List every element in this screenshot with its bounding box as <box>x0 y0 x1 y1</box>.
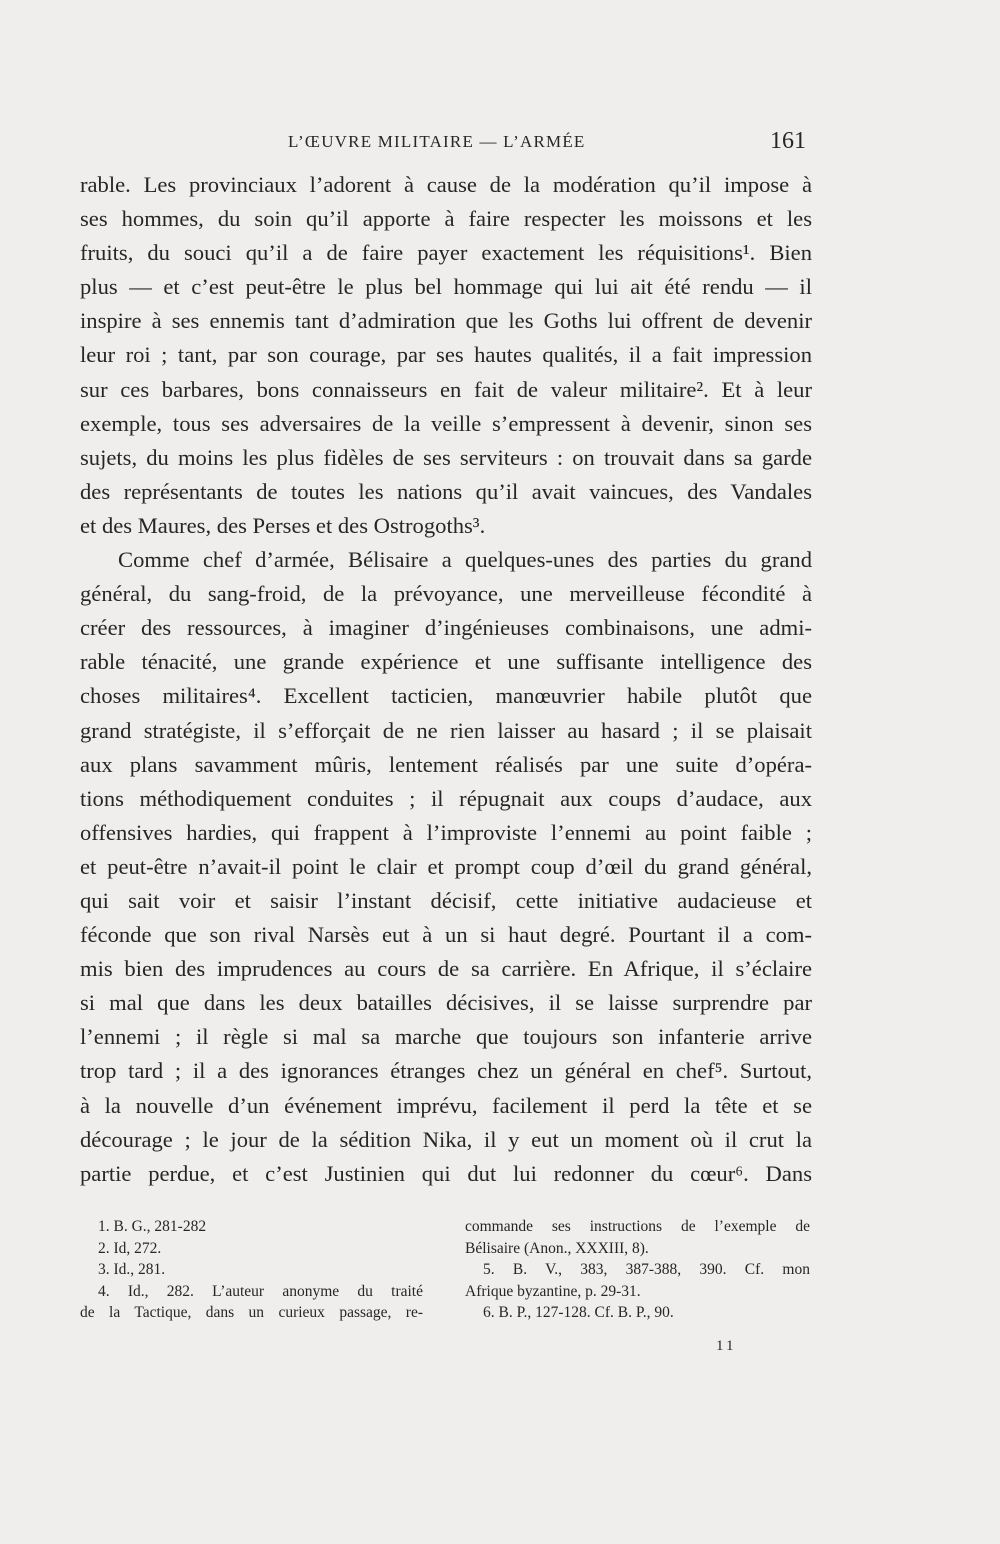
text-line: à la nouvelle d’un événement imprévu, facilement il perd la tête et se <box>80 1092 812 1118</box>
footnote-line: 1. B. G., 281-282 <box>98 1218 207 1235</box>
text-line: qui sait voir et saisir l’instant décisif, cette initiative audacieuse et <box>80 887 812 913</box>
text-line: sujets, du moins les plus fidèles de ses serviteurs : on trouvait dans sa garde <box>80 444 812 470</box>
footnote-line: de la Tactique, dans un curieux passage, re- <box>80 1304 423 1321</box>
text-line: créer des ressources, à imaginer d’ingénieuses combinaisons, une admi- <box>80 615 812 641</box>
text-line: fruits, du souci qu’il a de faire payer exactement les réquisitions¹. Bien <box>80 240 812 266</box>
signature-mark: 11 <box>716 1338 737 1354</box>
text-line: si mal que dans les deux batailles décisives, il se laisse surprendre par <box>80 990 812 1016</box>
footnote-line: 5. B. V., 383, 387-388, 390. Cf. mon <box>483 1261 810 1278</box>
text-line: Comme chef d’armée, Bélisaire a quelques-unes des parties du grand <box>118 547 812 573</box>
text-line: trop tard ; il a des ignorances étranges chez un général en chef⁵. Surtout, <box>80 1058 812 1084</box>
text-line: ses hommes, du soin qu’il apporte à faire respecter les moissons et les <box>80 206 812 232</box>
text-line: l’ennemi ; il règle si mal sa marche que toujours son infanterie arrive <box>80 1024 812 1050</box>
footnote-line: Afrique byzantine, p. 29-31. <box>465 1282 641 1300</box>
text-line: mis bien des imprudences au cours de sa carrière. En Afrique, il s’éclaire <box>80 956 812 982</box>
footnote-line: 4. Id., 282. L’auteur anonyme du traité <box>98 1282 423 1300</box>
footnote-line: commande ses instructions de l’exemple de <box>465 1218 810 1235</box>
text-line: décourage ; le jour de la sédition Nika, il y eut un moment où il crut la <box>80 1126 812 1152</box>
footnote-line: 3. Id., 281. <box>98 1261 166 1278</box>
footnotes-left-column <box>80 1216 423 1324</box>
text-line: des représentants de toutes les nations qu’il avait vaincues, des Vandales <box>80 478 812 504</box>
running-title: L’ŒUVRE MILITAIRE — L’ARMÉE <box>288 132 586 151</box>
text-line: aux plans savamment mûris, lentement réalisés par une suite d’opéra- <box>80 751 812 777</box>
text-line: plus — et c’est peut-être le plus bel hommage qui lui ait été rendu — il <box>80 274 812 300</box>
text-line: général, du sang-froid, de la prévoyance, une merveilleuse fécondité à <box>80 581 812 607</box>
text-line: et peut-être n’avait-il point le clair et prompt coup d’œil du grand général, <box>80 853 812 879</box>
text-line: tions méthodiquement conduites ; il répugnait aux coups d’audace, aux <box>80 785 812 811</box>
text-line: inspire à ses ennemis tant d’admiration que les Goths lui offrent de devenir <box>80 308 812 334</box>
text-line: et des Maures, des Perses et des Ostrogoths³. <box>80 512 486 538</box>
text-line: rable ténacité, une grande expérience et une suffisante intelligence des <box>80 649 812 675</box>
main-text <box>80 168 812 1191</box>
text-line: partie perdue, et c’est Justinien qui dut lui redonner du cœur⁶. Dans <box>80 1160 812 1186</box>
text-line: exemple, tous ses adversaires de la veille s’empressent à devenir, sinon ses <box>80 410 812 436</box>
footnote-line: Bélisaire (Anon., XXXIII, 8). <box>465 1239 649 1257</box>
footnote-line: 6. B. P., 127-128. Cf. B. P., 90. <box>483 1304 674 1321</box>
footnotes-right-column <box>465 1216 810 1324</box>
text-line: grand stratégiste, il s’efforçait de ne rien laisser au hasard ; il se plaisait <box>80 717 812 743</box>
text-line: leur roi ; tant, par son courage, par ses hautes qualités, il a fait impression <box>80 342 812 368</box>
text-line: offensives hardies, qui frappent à l’improviste l’ennemi au point faible ; <box>80 819 812 845</box>
running-head <box>0 128 1000 160</box>
text-line: sur ces barbares, bons connaisseurs en fait de valeur militaire². Et à leur <box>80 376 812 402</box>
page-number: 161 <box>770 128 806 154</box>
footnote-line: 2. Id, 272. <box>98 1239 162 1257</box>
text-line: féconde que son rival Narsès eut à un si haut degré. Pourtant il a com- <box>80 922 812 948</box>
text-line: rable. Les provinciaux l’adorent à cause de la modération qu’il impose à <box>80 172 812 197</box>
text-line: choses militaires⁴. Excellent tacticien, manœuvrier habile plutôt que <box>80 683 812 709</box>
